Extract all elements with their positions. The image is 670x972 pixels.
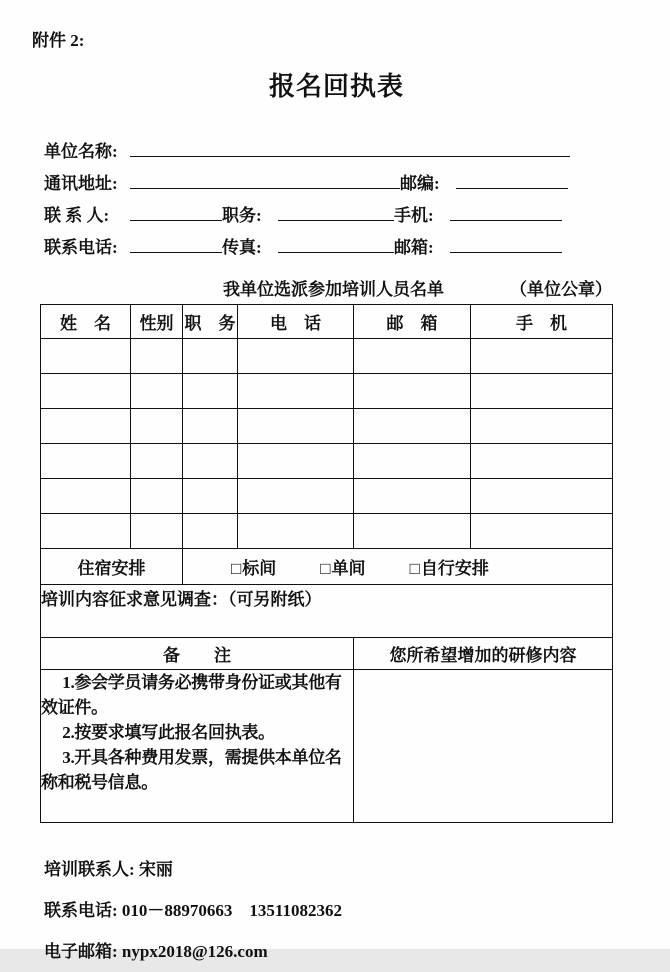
empty-cell (354, 514, 471, 549)
remark-item-2: 2.按要求填写此报名回执表。 (62, 723, 275, 742)
empty-cell (471, 409, 613, 444)
option-standard-room-label: 标间 (242, 559, 277, 578)
footer-email-label: 电子邮箱: (44, 942, 122, 961)
empty-cell (354, 479, 471, 514)
form-row-unit-name (44, 136, 641, 168)
empty-cell (471, 339, 613, 374)
accommodation-row (41, 549, 613, 585)
table-row (41, 339, 613, 374)
empty-cell (471, 374, 613, 409)
empty-cell (131, 409, 183, 444)
empty-cell (354, 374, 471, 409)
phone-label: 联系电话: (44, 238, 118, 257)
empty-cell (41, 409, 131, 444)
footer-email-value: nypx2018@126.com (121, 942, 268, 961)
option-standard-room (231, 554, 276, 579)
empty-cell (471, 444, 613, 479)
table-row (41, 444, 613, 479)
fax-label: 传真: (222, 238, 262, 257)
seal-note: （单位公章） (510, 280, 612, 299)
empty-cell (131, 339, 183, 374)
survey-row (41, 585, 613, 638)
remark-item-1: 1.参会学员请务必携带身份证或其他有效证件。 (41, 673, 342, 717)
empty-cell (354, 339, 471, 374)
roster-caption: 我单位选派参加培训人员名单 (223, 280, 444, 299)
empty-cell (131, 444, 183, 479)
attachment-label: 附件 2: (32, 31, 85, 50)
contact-form (44, 136, 641, 264)
form-row-contact (44, 200, 641, 232)
mobile-blank (450, 200, 562, 221)
empty-cell (354, 409, 471, 444)
empty-cell (183, 479, 238, 514)
footer-contact-block (44, 849, 641, 972)
fax-blank (278, 232, 394, 253)
option-single-room-label: 单间 (331, 559, 366, 578)
empty-cell (41, 339, 131, 374)
footer-phone-value: 010－88970663 13511082362 (121, 901, 342, 920)
empty-cell (354, 444, 471, 479)
table-row (41, 479, 613, 514)
empty-cell (238, 339, 354, 374)
col-header-email: 邮 箱 (354, 305, 471, 339)
col-header-phone: 电 话 (238, 305, 354, 339)
roster-header-row (41, 305, 613, 339)
empty-cell (41, 444, 131, 479)
empty-cell (183, 339, 238, 374)
mailbox-blank (450, 232, 562, 253)
remark-item-3: 3.开具各种费用发票，需提供本单位名称和税号信息。 (41, 748, 342, 792)
postcode-blank (456, 168, 568, 189)
footer-email (44, 931, 641, 972)
empty-cell (41, 479, 131, 514)
phone-blank (130, 232, 222, 253)
trainer-contact-value: 宋丽 (138, 860, 173, 879)
page-title: 报名回执表 (268, 72, 404, 101)
col-header-position: 职 务 (183, 305, 238, 339)
empty-cell (471, 479, 613, 514)
empty-cell (238, 514, 354, 549)
accommodation-options-cell (183, 549, 613, 585)
empty-cell (183, 514, 238, 549)
address-label: 通讯地址: (44, 174, 118, 193)
empty-cell (183, 444, 238, 479)
empty-cell (131, 374, 183, 409)
address-blank (130, 168, 400, 189)
contact-person-label: 联 系 人: (44, 206, 110, 225)
empty-cell (471, 514, 613, 549)
footer-phone (44, 890, 641, 931)
trainer-contact-label: 培训联系人: (44, 860, 139, 879)
remarks-header: 备 注 (41, 638, 354, 670)
empty-cell (238, 444, 354, 479)
form-row-address (44, 168, 641, 200)
col-header-gender: 性别 (131, 305, 183, 339)
option-self-arranged (410, 554, 489, 579)
empty-cell (41, 514, 131, 549)
form-row-phone (44, 232, 641, 264)
survey-cell: 培训内容征求意见调查：（可另附纸） (41, 585, 613, 638)
checkbox-icon: □ (320, 559, 331, 578)
empty-cell (41, 374, 131, 409)
unit-name-blank (130, 136, 570, 157)
contact-person-blank (130, 200, 222, 221)
empty-cell (238, 374, 354, 409)
empty-cell (183, 374, 238, 409)
checkbox-icon: □ (409, 559, 420, 578)
remarks-body-row (41, 670, 613, 823)
remarks-cell (41, 670, 354, 823)
col-header-mobile: 手 机 (471, 305, 613, 339)
accommodation-label: 住宿安排 (41, 549, 183, 585)
accommodation-options (183, 554, 612, 579)
empty-cell (183, 409, 238, 444)
empty-cell (238, 409, 354, 444)
wishes-cell (354, 670, 613, 823)
remarks-header-row (41, 638, 613, 670)
wishes-header: 您所希望增加的研修内容 (354, 638, 613, 670)
footer-phone-label: 联系电话: (44, 901, 122, 920)
empty-cell (131, 479, 183, 514)
unit-name-label: 单位名称: (44, 142, 118, 161)
empty-cell (238, 479, 354, 514)
checkbox-icon: □ (231, 559, 242, 578)
empty-cell (131, 514, 183, 549)
option-self-arranged-label: 自行安排 (420, 559, 489, 578)
mailbox-label: 邮箱: (394, 238, 434, 257)
mobile-label: 手机: (394, 206, 434, 225)
postcode-label: 邮编: (400, 174, 440, 193)
position-label: 职务: (222, 206, 262, 225)
table-row (41, 374, 613, 409)
roster-caption-row (40, 278, 612, 304)
footer-trainer-contact (44, 849, 641, 890)
position-blank (278, 200, 394, 221)
table-row (41, 409, 613, 444)
option-single-room (320, 554, 365, 579)
col-header-name: 姓 名 (41, 305, 131, 339)
table-row (41, 514, 613, 549)
roster-table (40, 304, 613, 823)
roster-empty-rows (41, 339, 613, 549)
